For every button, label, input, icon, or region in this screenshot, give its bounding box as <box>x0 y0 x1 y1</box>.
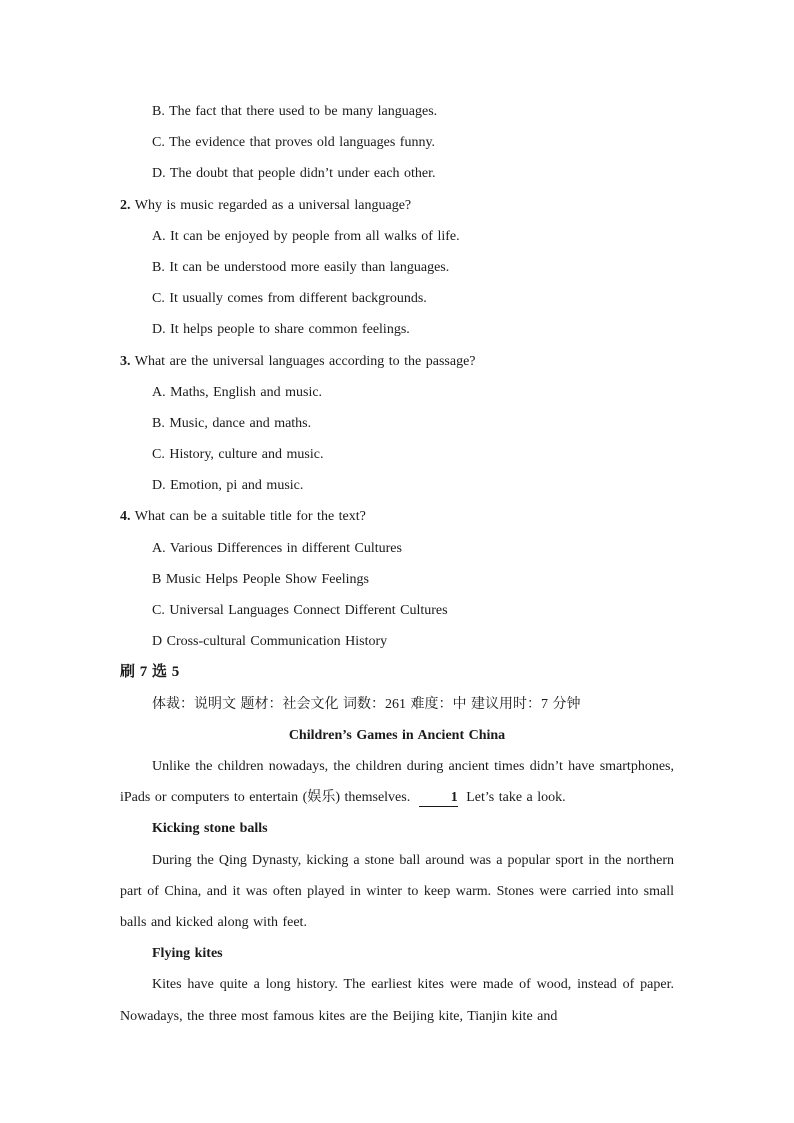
q2-option-c: C. It usually comes from different backgrounds. <box>152 291 427 307</box>
question-2-text: Why is music regarded as a universal language? <box>130 197 412 213</box>
q3-option-c: C. History, culture and music. <box>152 447 324 463</box>
document-page <box>120 96 674 1032</box>
blank-1: 1 <box>419 790 458 807</box>
section-title: 刷 7 选 5 <box>120 664 180 681</box>
question-4 <box>120 501 674 532</box>
paragraph-flying-kites: Kites have quite a long history. The earliest kites were made of wood, instead of paper. Nowadays, the three most famous kites are the Beijing kite, Tianjin kite and <box>120 977 674 1024</box>
question-3 <box>120 346 674 377</box>
question-4-number: 4. <box>120 509 131 525</box>
passage-intro-text: Unlike the children nowadays, the children during ancient times didn’t have smartphones, iPads or computers to entertain (娱乐) themselves. <box>120 758 674 806</box>
section-meta: 体裁：说明文 题材：社会文化 词数：261 难度：中 建议用时：7 分钟 <box>152 696 581 712</box>
q1-option-c: C. The evidence that proves old languages funny. <box>152 135 436 151</box>
passage-title: Children’s Games in Ancient China <box>288 727 506 743</box>
question-3-text: What are the universal languages according to the passage? <box>130 353 476 369</box>
q2-option-d: D. It helps people to share common feelings. <box>152 322 410 338</box>
q2-option-a: A. It can be enjoyed by people from all walks of life. <box>152 228 460 244</box>
q2-option-b: B. It can be understood more easily than languages. <box>152 259 450 275</box>
question-4-text: What can be a suitable title for the text? <box>130 509 366 525</box>
question-2 <box>120 190 674 221</box>
question-3-number: 3. <box>120 353 131 369</box>
question-2-number: 2. <box>120 197 131 213</box>
subheading-kicking-stone-balls: Kicking stone balls <box>152 821 268 837</box>
q3-option-a: A. Maths, English and music. <box>152 384 323 400</box>
paragraph-kicking-stone-balls: During the Qing Dynasty, kicking a stone ball around was a popular sport in the northern part of China, and it was often played in winter to keep warm. Stones were carried into small balls and kicked along with feet. <box>120 852 674 930</box>
q4-option-c: C. Universal Languages Connect Different Cultures <box>152 603 448 618</box>
q1-option-b: B. The fact that there used to be many languages. <box>152 104 438 119</box>
q1-option-d: D. The doubt that people didn’t under each other. <box>152 166 436 182</box>
q4-option-b: B Music Helps People Show Feelings <box>152 571 369 587</box>
q3-option-b: B. Music, dance and maths. <box>152 415 312 431</box>
q4-option-a: A. Various Differences in different Cultures <box>152 540 402 556</box>
subheading-flying-kites: Flying kites <box>152 946 223 962</box>
q3-option-d: D. Emotion, pi and music. <box>152 478 304 494</box>
passage-intro-after: Let’s take a look. <box>466 790 566 806</box>
passage-intro <box>120 751 674 813</box>
q4-option-d: D Cross-cultural Communication History <box>152 634 388 650</box>
